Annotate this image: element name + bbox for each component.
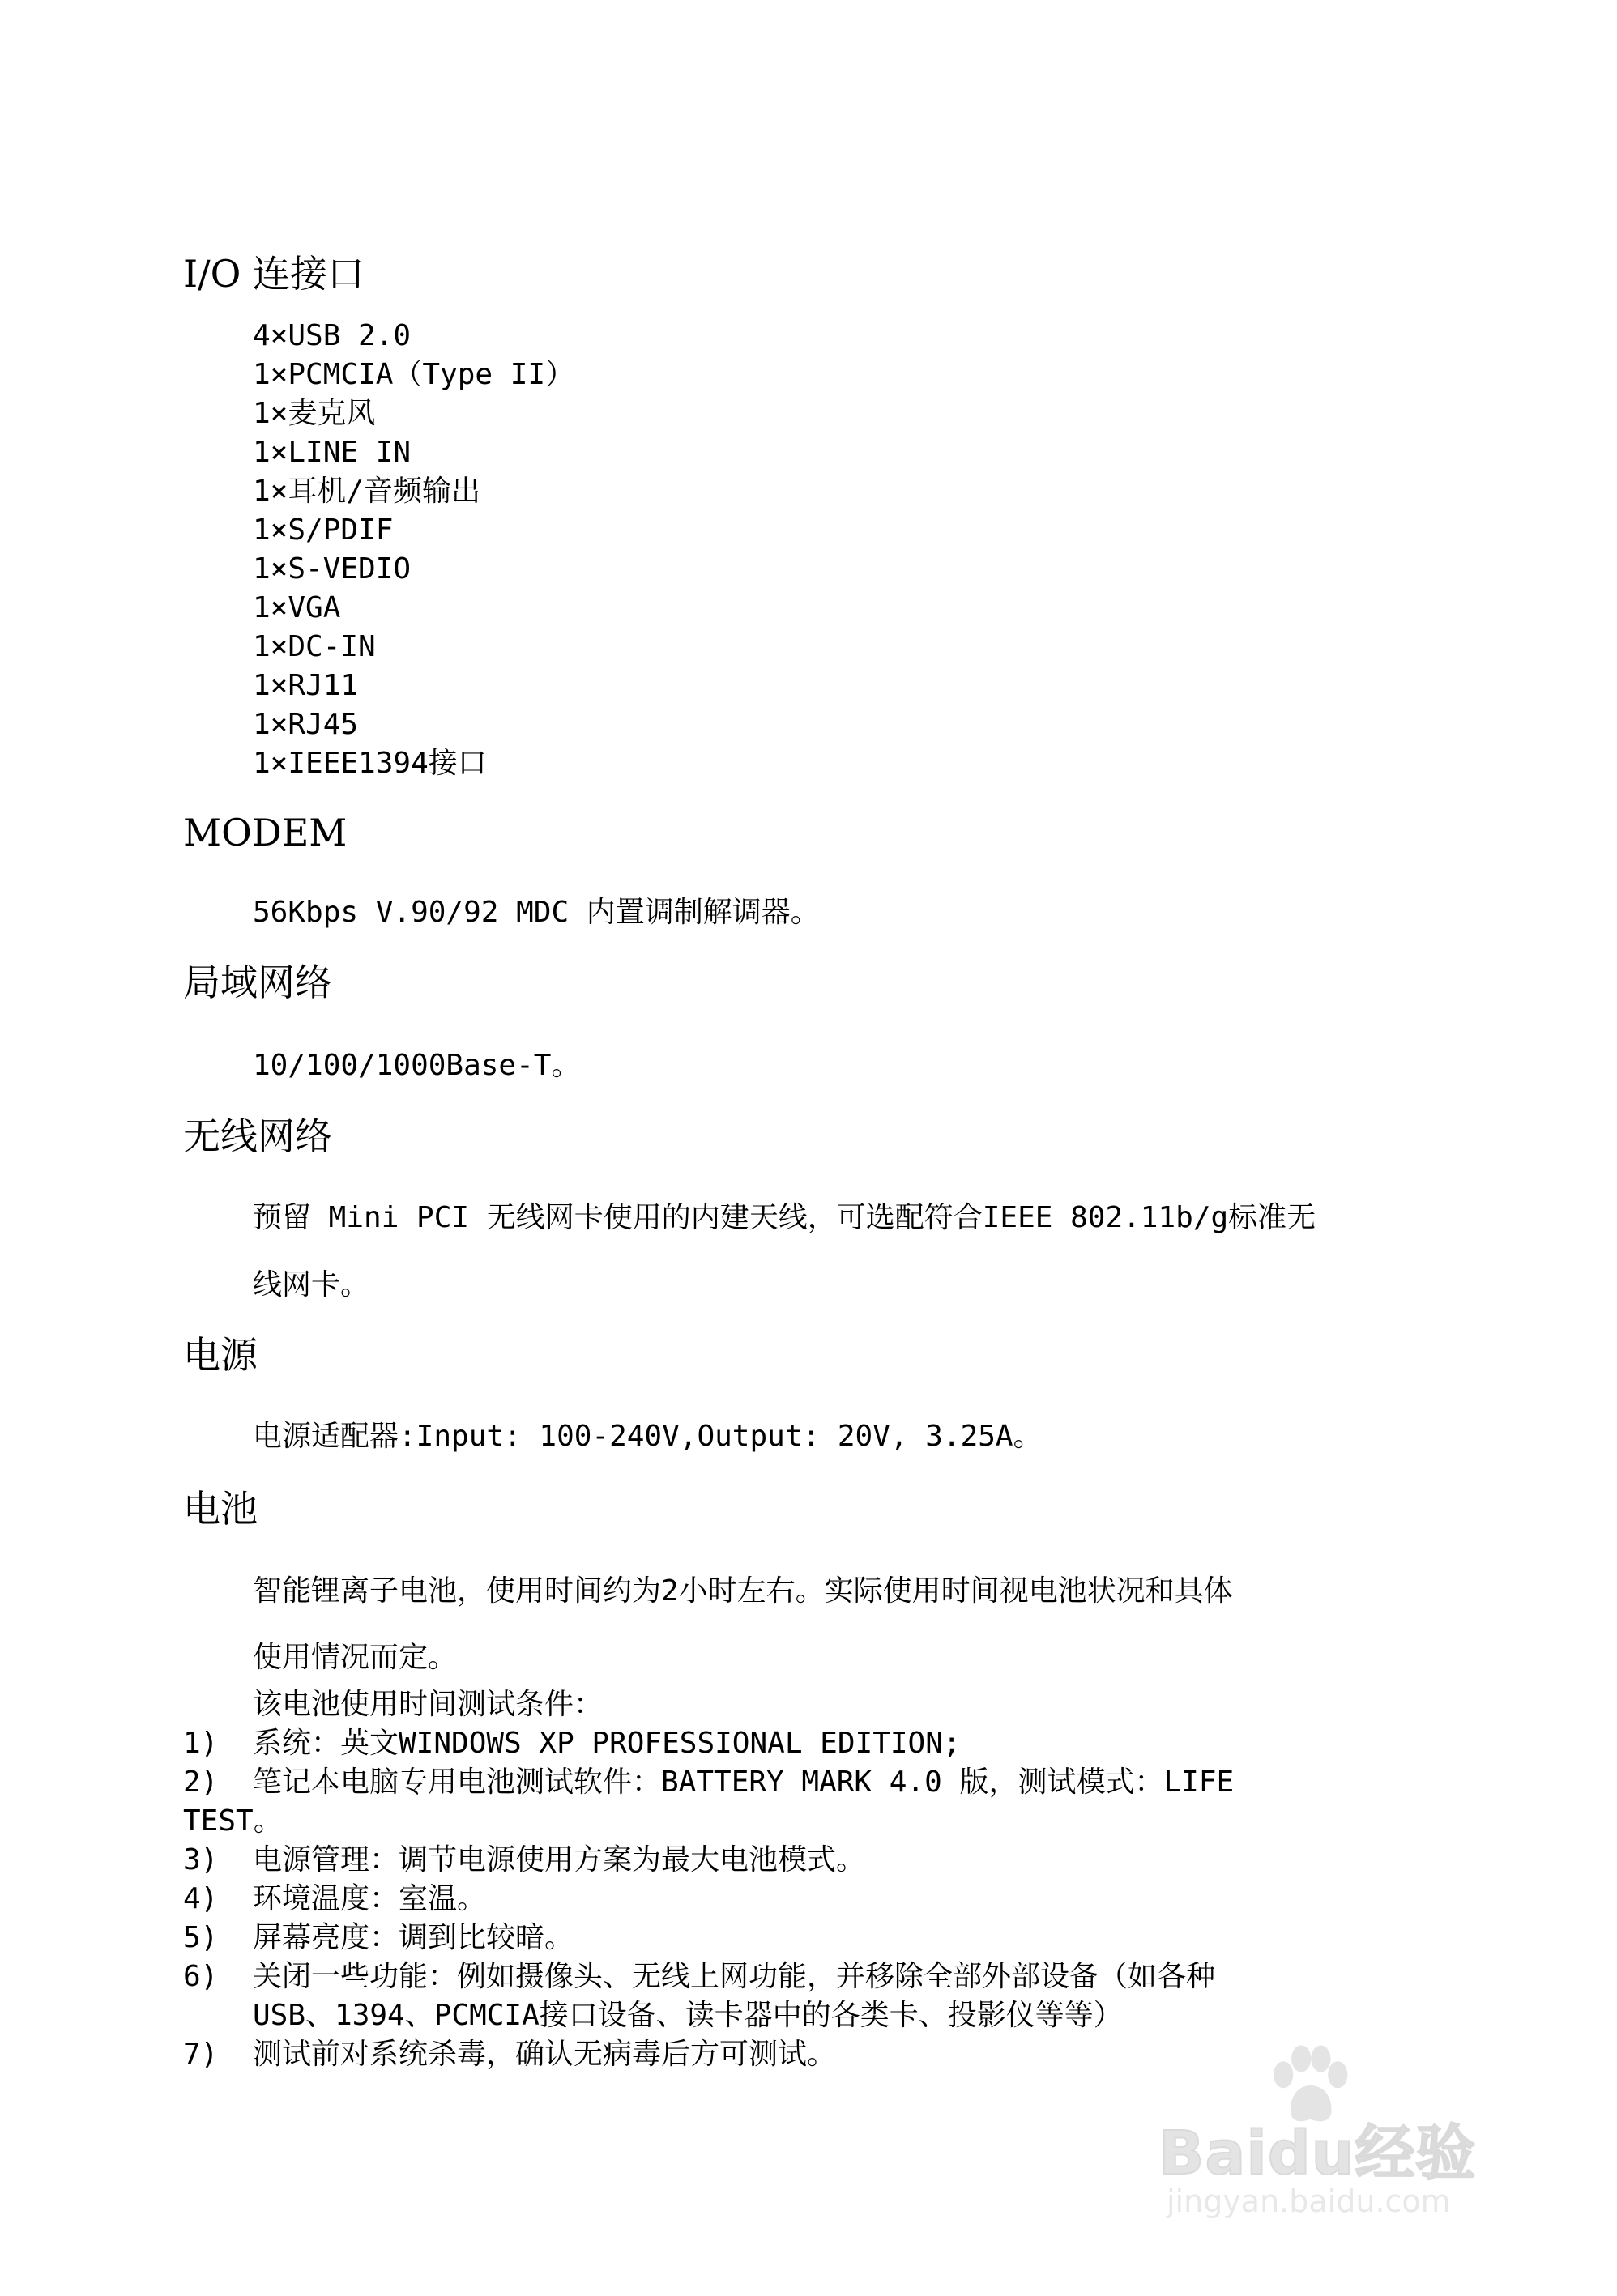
io-item: 1×LINE IN xyxy=(253,436,412,469)
baidu-jingyan-watermark xyxy=(1158,2041,1531,2219)
condition-text: 电源管理：调节电源使用方案为最大电池模式。 xyxy=(253,1843,866,1876)
condition-text: 笔记本电脑专用电池测试软件：BATTERY MARK 4.0 版，测试模式：LIFE xyxy=(253,1766,1235,1799)
condition-number: 1) xyxy=(183,1727,219,1760)
condition-number: 3) xyxy=(183,1843,219,1876)
io-item: 1×麦克风 xyxy=(253,397,376,430)
condition-text-continued: TEST。 xyxy=(183,1804,283,1838)
io-item: 1×PCMCIA（Type II） xyxy=(253,358,575,391)
io-item: 1×S/PDIF xyxy=(253,513,394,547)
condition-number: 4) xyxy=(183,1882,219,1915)
io-item: 1×RJ11 xyxy=(253,669,359,702)
power-heading: 电源 xyxy=(183,1333,258,1377)
condition-number: 7) xyxy=(183,2038,219,2071)
condition-number: 2) xyxy=(183,1766,219,1799)
io-item: 4×USB 2.0 xyxy=(253,319,412,352)
condition-text-continued: USB、1394、PCMCIA接口设备、读卡器中的各类卡、投影仪等等） xyxy=(253,1999,1123,2032)
io-item: 1×S-VEDIO xyxy=(253,552,412,586)
condition-number: 5) xyxy=(183,1921,219,1954)
condition-text: 屏幕亮度：调到比较暗。 xyxy=(253,1921,574,1954)
io-item: 1×VGA xyxy=(253,591,341,624)
modem-text: 56Kbps V.90/92 MDC 内置调制解调器。 xyxy=(253,896,820,929)
condition-number: 6) xyxy=(183,1960,219,1993)
io-item: 1×RJ45 xyxy=(253,708,359,741)
battery-text-line1: 智能锂离子电池，使用时间约为2小时左右。实际使用时间视电池状况和具体 xyxy=(253,1574,1233,1608)
condition-text: 系统：英文WINDOWS XP PROFESSIONAL EDITION; xyxy=(253,1727,961,1760)
io-item: 1×耳机/音频输出 xyxy=(253,475,481,508)
io-item: 1×DC-IN xyxy=(253,630,376,663)
battery-text-line2: 使用情况而定。 xyxy=(253,1641,458,1674)
power-text: 电源适配器:Input: 100-240V,Output: 20V, 3.25A。 xyxy=(253,1420,1043,1453)
watermark-brand: Baidu经验 xyxy=(1158,2119,1477,2188)
io-item: 1×IEEE1394接口 xyxy=(253,747,487,780)
condition-text: 环境温度：室温。 xyxy=(253,1882,487,1915)
lan-heading: 局域网络 xyxy=(183,961,332,1004)
condition-text: 关闭一些功能：例如摄像头、无线上网功能，并移除全部外部设备（如各种 xyxy=(253,1960,1216,1993)
lan-text: 10/100/1000Base-T。 xyxy=(253,1049,581,1082)
modem-heading: MODEM xyxy=(183,811,348,854)
wireless-text-line2: 线网卡。 xyxy=(253,1268,370,1301)
wireless-heading: 无线网络 xyxy=(183,1114,332,1158)
battery-conditions-intro: 该电池使用时间测试条件： xyxy=(253,1688,604,1721)
wireless-text-line1: 预留 Mini PCI 无线网卡使用的内建天线，可选配符合IEEE 802.11b/g标准无 xyxy=(253,1201,1316,1234)
battery-heading: 电池 xyxy=(183,1487,258,1531)
watermark-url: jingyan.baidu.com xyxy=(1167,2183,1451,2219)
io-heading: I/O 连接口 xyxy=(183,252,365,296)
condition-text: 测试前对系统杀毒，确认无病毒后方可测试。 xyxy=(253,2038,837,2071)
